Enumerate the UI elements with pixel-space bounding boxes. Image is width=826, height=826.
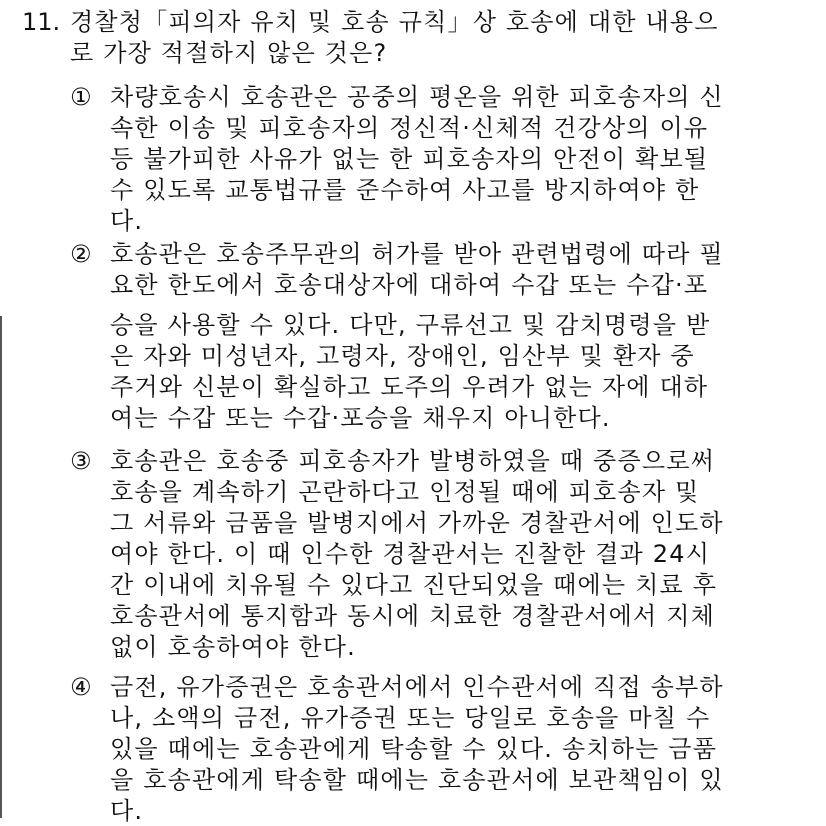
option-2-line-3: 승을 사용할 수 있다. 다만, 구류선고 및 감치명령을 받 [110, 311, 711, 339]
option-3-line-5: 간 이내에 치유될 수 있다고 진단되었을 때에는 치료 후 [110, 571, 718, 599]
option-4-line-1: 금전, 유가증권은 호송관서에서 인수관서에 직접 송부하 [110, 673, 724, 701]
question-text-line-2: 로 가장 적절하지 않은 것은? [70, 39, 388, 67]
option-3-line-6: 호송관서에 통지함과 동시에 치료한 경찰관서에서 지체 [110, 602, 715, 630]
option-1-line-4: 수 있도록 교통법규를 준수하여 사고를 방지하여야 한 [110, 176, 700, 204]
option-2-line-4: 은 자와 미성년자, 고령자, 장애인, 임산부 및 환자 중 [110, 342, 695, 370]
option-1-line-2: 속한 이송 및 피호송자의 정신적·신체적 건강상의 이유 [110, 114, 709, 142]
question-number: 11. [22, 8, 61, 36]
margin-rule [0, 316, 2, 818]
option-3-line-7: 없이 호송하여야 한다. [110, 633, 356, 661]
option-marker-3: ③ [70, 447, 92, 475]
question-text-line-1: 경찰청「피의자 유치 및 호송 규칙」상 호송에 대한 내용으 [70, 8, 719, 36]
option-4-line-4: 을 호송관에게 탁송할 때에는 호송관서에 보관책임이 있 [110, 766, 724, 794]
option-1-line-1: 차량호송시 호송관은 공중의 평온을 위한 피호송자의 신 [110, 83, 724, 111]
option-1-line-5: 다. [110, 207, 144, 235]
option-4-line-5: 다. [110, 797, 144, 825]
option-3-line-1: 호송관은 호송중 피호송자가 발병하였을 때 중증으로써 [110, 447, 715, 475]
option-1-line-3: 등 불가피한 사유가 없는 한 피호송자의 안전이 확보될 [110, 145, 709, 173]
option-marker-4: ④ [70, 673, 92, 701]
option-4-line-2: 나, 소액의 금전, 유가증권 또는 당일로 호송을 마칠 수 [110, 704, 711, 732]
option-2-line-2: 요한 한도에서 호송대상자에 대하여 수갑 또는 수갑·포 [110, 271, 709, 299]
option-marker-1: ① [70, 83, 92, 111]
option-3-line-4: 여야 한다. 이 때 인수한 경찰관서는 진찰한 결과 24시 [110, 540, 711, 568]
option-3-line-2: 호송을 계속하기 곤란하다고 인정될 때에 피호송자 및 [110, 478, 700, 506]
option-3-line-3: 그 서류와 금품을 발병지에서 가까운 경찰관서에 인도하 [110, 509, 724, 537]
option-2-line-1: 호송관은 호송주무관의 허가를 받아 관련법령에 따라 필 [110, 240, 724, 268]
option-2-line-5: 주거와 신분이 확실하고 도주의 우려가 없는 자에 대하 [110, 373, 709, 401]
option-marker-2: ② [70, 240, 92, 268]
option-2-line-6: 여는 수갑 또는 수갑·포승을 채우지 아니한다. [110, 404, 611, 432]
option-4-line-3: 있을 때에는 호송관에게 탁송할 수 있다. 송치하는 금품 [110, 735, 718, 763]
